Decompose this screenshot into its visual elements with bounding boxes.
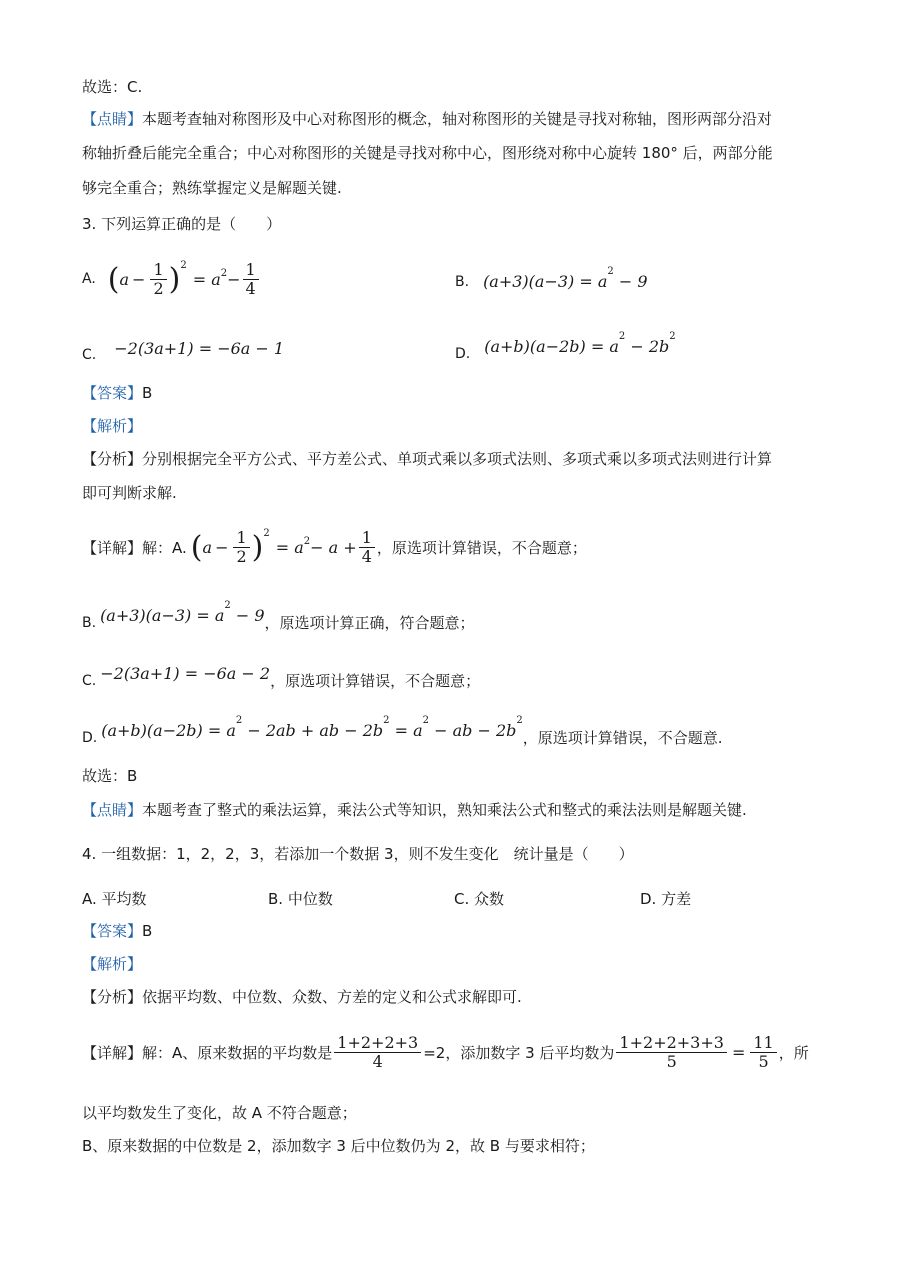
frac-num: 1+2+2+3	[334, 1034, 421, 1053]
q3-jiexi: 【解析】	[82, 417, 143, 435]
frac-num: 1+2+2+3+3	[616, 1034, 727, 1053]
q3-answer	[82, 383, 152, 403]
equals-sign: =	[731, 1042, 746, 1062]
question-3: 3. 下列运算正确的是（ ）	[82, 215, 282, 233]
answer-value: B	[142, 384, 153, 402]
q3-dianjing	[82, 800, 747, 820]
q4-detail-c: B、原来数据的中位数是 2，添加数字 3 后中位数仍为 2，故 B 与要求相符；	[82, 1137, 595, 1155]
detail-c-formula: −2(3a+1) = −6a − 2	[100, 664, 271, 683]
q4-option-d: D. 方差	[640, 890, 692, 908]
prev-comment-line1	[82, 109, 772, 129]
frac-num: 1	[150, 261, 166, 280]
frac-den: 4	[372, 1051, 383, 1071]
frac-num: 11	[750, 1034, 776, 1053]
q3-detail-c	[82, 656, 480, 691]
formula-text: (a+3)(a−3) = a	[483, 272, 608, 291]
var-a: a	[119, 269, 130, 289]
formula-text: (a+b)(a−2b) = a	[484, 336, 619, 356]
fenxi-tag: 【分析】	[82, 450, 143, 468]
detail-b-formula	[100, 600, 265, 625]
prev-comment-line2: 称轴折叠后能完全重合；中心对称图形的关键是寻找对称中心，图形绕对称中心旋转 180° 后，两部分能	[82, 144, 773, 162]
option-a-formula: ( a − $\frac{1}{2}$ ) 2 = a 2 − $\frac{1}{4}$	[108, 261, 261, 298]
option-b	[455, 266, 648, 291]
detail-b-tail: ，原选项计算正确，符合题意；	[264, 614, 475, 632]
option-b-formula	[483, 266, 648, 291]
fenxi-text: 分别根据完全平方公式、平方差公式、单项式乘以多项式法则、多项式乘以多项式法则进行计算	[142, 450, 773, 468]
option-c-label: C.	[82, 347, 97, 363]
option-d	[455, 330, 676, 362]
formula-text: (a+b)(a−2b) = a	[101, 721, 236, 740]
option-b-label: B.	[455, 273, 470, 290]
equals-a: = a	[275, 537, 304, 557]
detail-prefix: 解：A.	[142, 538, 187, 557]
detail-tag: 【详解】	[82, 538, 143, 557]
fenxi-text: 依据平均数、中位数、众数、方差的定义和公式求解即可.	[142, 988, 522, 1006]
frac-den: 5	[666, 1051, 677, 1071]
detail-d-tail: ，原选项计算错误，不合题意.	[522, 729, 723, 747]
avg1-fraction	[334, 1034, 421, 1071]
q3-fenxi-line1	[82, 449, 772, 469]
minus-sign: −	[227, 269, 241, 289]
q3-detail-b	[82, 598, 475, 633]
formula-text: = a	[389, 721, 423, 740]
exponent: 2	[180, 259, 187, 271]
detail-a-tail: ，原选项计算错误，不合题意；	[376, 538, 587, 557]
q4-option-c: C. 众数	[454, 890, 505, 908]
exponent: 2	[618, 330, 626, 342]
option-a-label: A.	[82, 271, 96, 287]
frac-den: 2	[153, 278, 164, 298]
minus-sign: −	[132, 269, 146, 289]
exponent: 2	[235, 715, 243, 726]
detail-b-label: B.	[82, 614, 97, 631]
option-d-formula	[484, 330, 676, 356]
q3-detail-d	[82, 713, 723, 748]
detail-c-tail: ，原选项计算错误，不合题意；	[270, 672, 481, 690]
detail-c-label: C.	[82, 672, 97, 689]
exponent: 2	[263, 527, 270, 539]
q3-guxuan: 故选：B	[82, 767, 138, 785]
exponent: 2	[516, 715, 523, 726]
q4-jiexi: 【解析】	[82, 955, 143, 973]
answer-tag: 【答案】	[82, 384, 143, 402]
detail-d-formula	[101, 715, 523, 740]
var-a: a	[202, 537, 213, 557]
formula-text: − 9	[230, 606, 265, 625]
exponent: 2	[422, 715, 430, 726]
frac-den: 4	[245, 278, 256, 298]
formula-text: (a+3)(a−3) = a	[100, 606, 225, 625]
q4-detail-b: 以平均数发生了变化，故 A 不符合题意；	[82, 1104, 357, 1122]
option-d-label: D.	[455, 346, 471, 362]
q4-option-b: B. 中位数	[268, 890, 333, 908]
detail-tag: 【详解】	[82, 1043, 143, 1062]
minus-sign: −	[215, 537, 229, 557]
frac-num: 1	[233, 529, 249, 548]
equals-a: = a	[192, 269, 221, 289]
detail-a-formula: ( a − $\frac{1}{2}$ ) 2 = a 2 − a + $\frac{1}{4}$	[191, 529, 377, 566]
frac-den: 5	[758, 1051, 769, 1071]
comment-text: 本题考查轴对称图形及中心对称图形的概念，轴对称图形的关键是寻找对称轴，图形两部分沿对	[142, 110, 773, 128]
detail-d-label: D.	[82, 729, 98, 746]
detail-text: 解：A、原来数据的平均数是	[142, 1043, 333, 1062]
option-c	[82, 333, 284, 363]
exponent: 2	[224, 600, 231, 611]
avg2-result	[750, 1034, 776, 1071]
q4-option-a: A. 平均数	[82, 890, 147, 908]
answer-tag: 【答案】	[82, 922, 143, 940]
formula-text: − ab − 2b	[429, 721, 517, 740]
option-c-formula: −2(3a+1) = −6a − 1	[114, 338, 285, 358]
formula-text: − a +	[310, 537, 357, 557]
detail-text: =2，添加数字 3 后平均数为	[423, 1043, 615, 1062]
question-4: 4. 一组数据：1，2，2，3，若添加一个数据 3，则不发生变化 统计量是（ ）	[82, 845, 634, 863]
frac-num: 1	[243, 261, 259, 280]
q3-detail-a	[82, 522, 587, 572]
frac-den: 4	[361, 546, 372, 566]
comment-tag: 【点睛】	[82, 110, 143, 128]
prev-answer: 故选：C.	[82, 78, 143, 96]
q4-options	[82, 888, 862, 908]
exponent: 2	[607, 266, 614, 277]
q3-fenxi-line2: 即可判断求解.	[82, 484, 177, 502]
q4-fenxi	[82, 987, 522, 1007]
formula-text: − 9	[613, 272, 648, 291]
comment-text: 本题考查了整式的乘法运算，乘法公式等知识，熟知乘法公式和整式的乘法法则是解题关键.	[142, 801, 747, 819]
exponent: 2	[383, 715, 390, 726]
comment-tag: 【点睛】	[82, 801, 143, 819]
exponent: 2	[220, 267, 228, 279]
frac-den: 2	[236, 546, 247, 566]
q4-detail-a	[82, 1028, 809, 1076]
frac-num: 1	[359, 529, 375, 548]
exponent: 2	[303, 535, 311, 547]
avg2-fraction	[616, 1034, 727, 1071]
fenxi-tag: 【分析】	[82, 988, 143, 1006]
answer-value: B	[142, 922, 153, 940]
formula-text: − 2ab + ab − 2b	[242, 721, 384, 740]
formula-text: − 2b	[625, 336, 670, 356]
exponent: 2	[669, 330, 676, 342]
detail-text: ，所	[778, 1043, 809, 1062]
q4-answer	[82, 921, 152, 941]
option-a	[82, 254, 261, 304]
prev-comment-line3: 够完全重合；熟练掌握定义是解题关键.	[82, 179, 342, 197]
